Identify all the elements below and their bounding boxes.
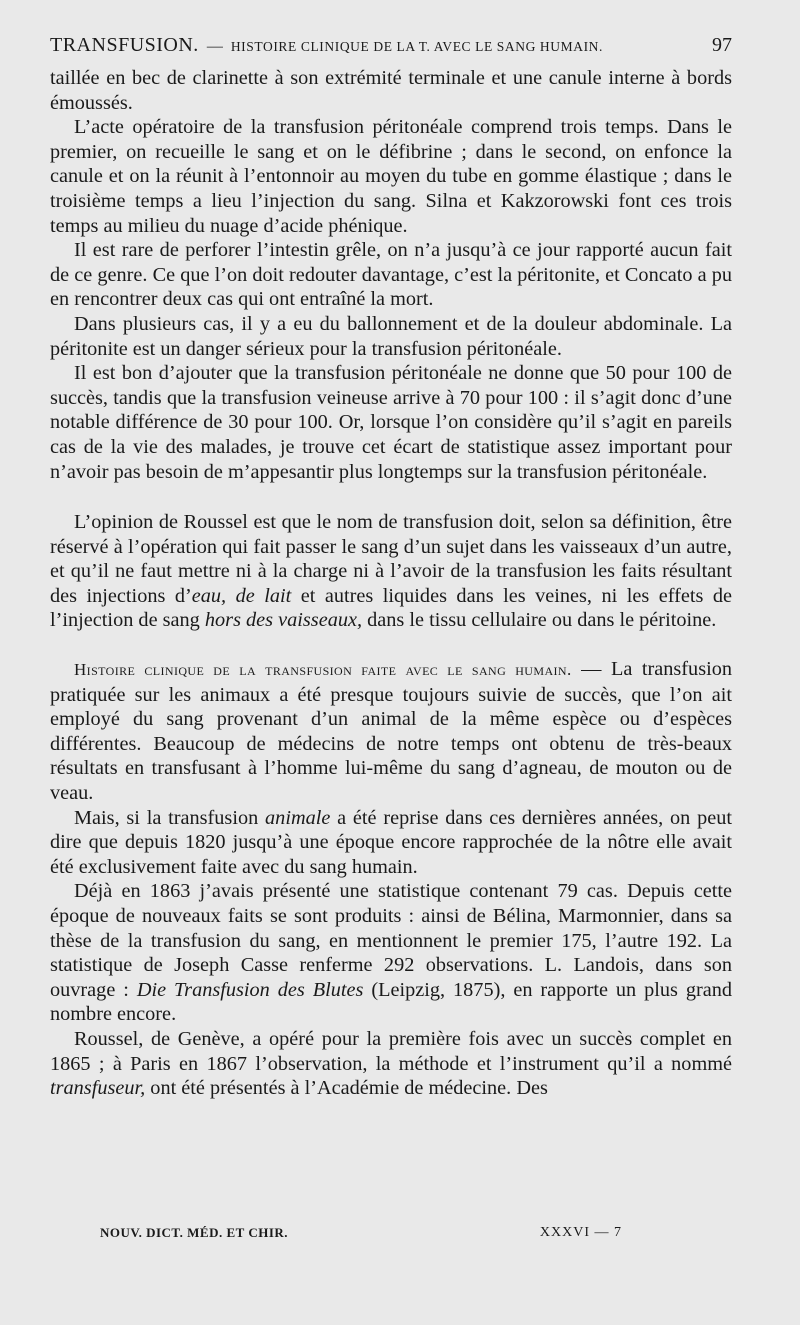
paragraph: taillée en bec de clarinette à son extrémité terminale et une canule interne à bords émoussés. bbox=[50, 67, 732, 114]
text-run: L’opinion de Roussel est que le nom de transfusion doit, selon sa définition, être réservé à l’opération qui fait passer le sang d’un sujet dans les vaisseaux d’un autre, et qu’il ne faut mettre ni à la charge ni à l’avoir de la transfusion les faits résultant des injections d’ bbox=[50, 511, 732, 607]
paragraph bbox=[50, 806, 732, 880]
text-run: — La transfusion pratiquée sur les animaux a été presque toujours suivie de succès, que l’on ait employé du sang provenant d’un animal de la même espèce ou d’espèces différentes. Beaucoup de médecins de notre temps ont obtenu de très-beaux résultats en transfusant à l’homme lui-même du sang d’agneau, de mouton ou de veau. bbox=[50, 658, 733, 805]
section-gap bbox=[50, 633, 732, 657]
paragraph: Dans plusieurs cas, il y a eu du ballonnement et de la douleur abdominale. La péritonite est un danger sérieux pour la transfusion péritonéale. bbox=[50, 312, 732, 360]
italic-run: hors des vaisseaux, bbox=[204, 609, 363, 632]
running-head-dash: — bbox=[206, 38, 223, 55]
italic-run: Die Transfusion des Blutes bbox=[136, 978, 364, 1001]
paragraph: Il est bon d’ajouter que la transfusion péritonéale ne donne que 50 pour 100 de succès, tandis que la transfusion veineuse arrive à 70 pour 100 : il s’agit donc d’une notable différence de 30 pour 100. Or, lorsque l’on considère qu’il s’agit en pareils cas de la vie des malades, je trouve cet écart de statistique assez important pour n’avoir pas besoin de m’appesantir plus longtemps sur la transfusion péritonéale. bbox=[50, 362, 732, 483]
running-head bbox=[50, 30, 732, 60]
text-run: (Leipzig, 1875), en rapporte un plus grand nombre encore. bbox=[50, 978, 732, 1026]
text-run: et autres liquides dans les veines, ni les effets de l’injection de sang bbox=[50, 584, 732, 632]
running-head-section: TRANSFUSION. bbox=[50, 34, 199, 56]
paragraph: Il est rare de perforer l’intestin grêle, on n’a jusqu’à ce jour rapporté aucun fait de ce genre. Ce que l’on doit redouter davantage, c’est la péritonite, et Concato a pu en rencontrer deux cas qui ont entraîné la mort. bbox=[50, 239, 732, 311]
italic-run: animale bbox=[265, 806, 331, 829]
page-number: 97 bbox=[712, 34, 732, 56]
paragraph bbox=[50, 1027, 732, 1101]
running-head-title: HISTOIRE CLINIQUE DE LA T. AVEC LE SANG HUMAIN. bbox=[230, 39, 604, 54]
paragraph bbox=[50, 879, 732, 1027]
italic-run: transfuseur, bbox=[50, 1077, 146, 1100]
section-gap bbox=[50, 484, 732, 510]
text-run: Roussel, de Genève, a opéré pour la première fois avec un succès complet en 1865 ; à Paris en 1867 l’observation, la méthode et l’instrument qu’il a nommé bbox=[50, 1027, 732, 1075]
section-heading: Histoire clinique de la transfusion faite avec le sang humain. bbox=[74, 660, 572, 680]
page-footer bbox=[100, 1225, 682, 1241]
book-page bbox=[50, 30, 732, 1101]
italic-run: eau, de lait bbox=[191, 584, 292, 607]
text-run: ont été présentés à l’Académie de médecine. Des bbox=[145, 1077, 548, 1100]
text-run: a été reprise dans ces dernières années, on peut dire que depuis 1820 jusqu’à une époque encore rapprochée de la nôtre elle avait été exclusivement faite avec du sang humain. bbox=[50, 806, 732, 878]
footer-publication: NOUV. DICT. MÉD. ET CHIR. bbox=[100, 1225, 289, 1240]
body-text bbox=[50, 66, 732, 1101]
footer-signature: XXXVI — 7 bbox=[539, 1225, 622, 1240]
text-run: Déjà en 1863 j’avais présenté une statistique contenant 79 cas. Depuis cette époque de nouveaux faits se sont produits : ainsi de Bélina, Marmonnier, dans sa thèse de la transfusion du sang, en mentionnent le premier 175, l’autre 192. La statistique de Joseph Casse renferme 292 observations. L. Landois, dans son ouvrage : bbox=[50, 880, 732, 1001]
paragraph bbox=[50, 657, 732, 806]
text-run: Mais, si la transfusion bbox=[74, 806, 266, 829]
text-run: dans le tissu cellulaire ou dans le péritoine. bbox=[362, 609, 717, 632]
paragraph bbox=[50, 510, 732, 633]
paragraph: L’acte opératoire de la transfusion péritonéale comprend trois temps. Dans le premier, on recueille le sang et on le défibrine ; dans le second, on enfonce la canule et on la réunit à l’entonnoir au moyen du tube en gomme élastique ; dans le troisième temps a lieu l’injection du sang. Silna et Kakzorowski font ces trois temps au milieu du nuage d’acide phénique. bbox=[50, 116, 732, 237]
